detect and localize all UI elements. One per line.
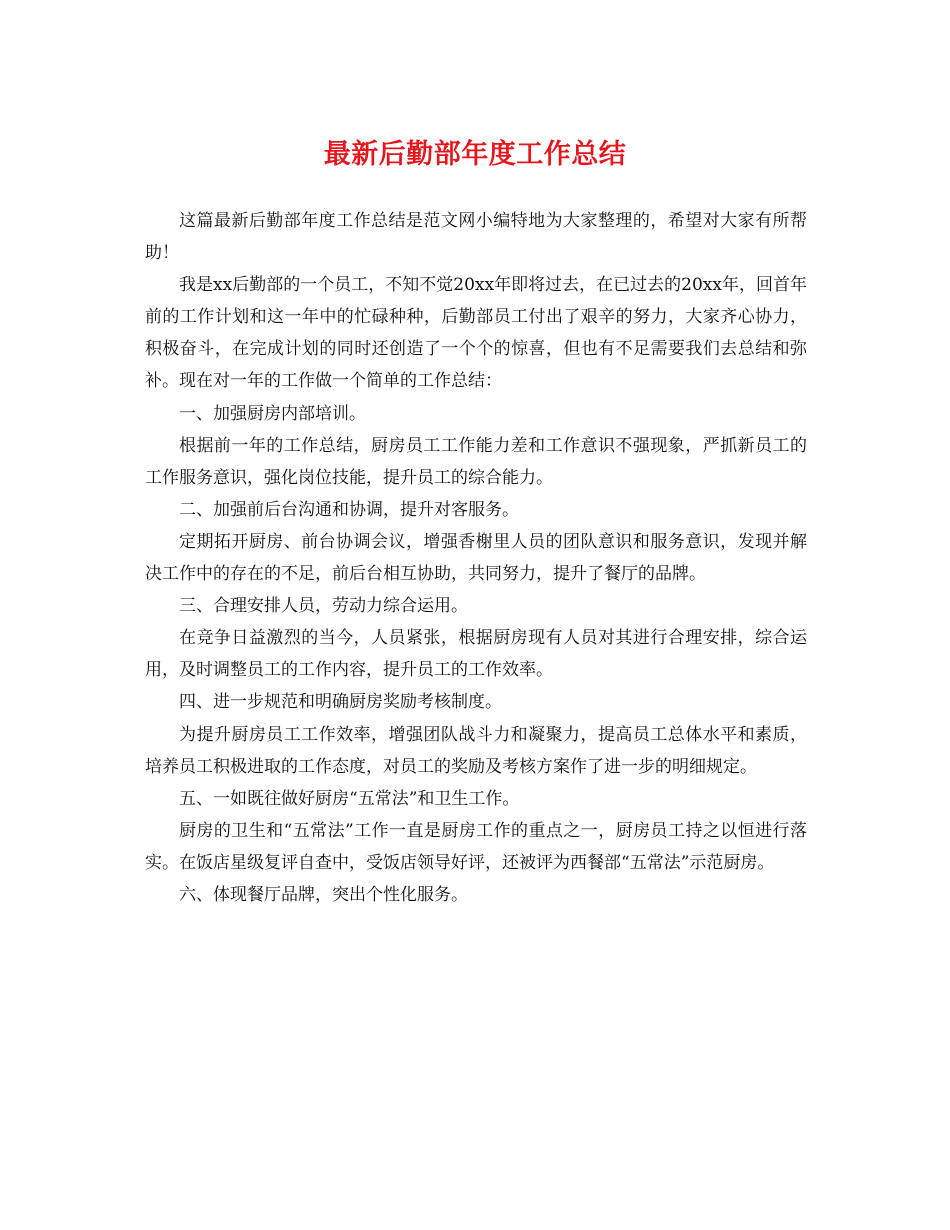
document-body — [145, 205, 807, 911]
section-heading-4: 四、进一步规范和明确厨房奖励考核制度。 — [179, 692, 502, 713]
section-body-5: 厨房的卫生和“五常法”工作一直是厨房工作的重点之一，厨房员工持之以恒进行落实。在饭店星级复评自查中，受饭店领导好评，还被评为西餐部“五常法”示范厨房。 — [145, 820, 807, 873]
section-body-3: 在竞争日益激烈的当今，人员紧张，根据厨房现有人员对其进行合理安排，综合运用，及时调整员工的工作内容，提升员工的工作效率。 — [145, 628, 807, 681]
section-heading-2: 二、加强前后台沟通和协调，提升对客服务。 — [179, 499, 519, 520]
paragraph-intro: 这篇最新后勤部年度工作总结是范文网小编特地为大家整理的，希望对大家有所帮助！ — [145, 211, 807, 264]
section-heading-1: 一、加强厨房内部培训。 — [179, 403, 366, 424]
document-title: 最新后勤部年度工作总结 — [323, 139, 627, 170]
section-body-4: 为提升厨房员工工作效率，增强团队战斗力和凝聚力，提高员工总体水平和素质，培养员工积极进取的工作态度，对员工的奖励及考核方案作了进一步的明细规定。 — [145, 724, 807, 777]
section-heading-5: 五、一如既往做好厨房“五常法”和卫生工作。 — [179, 788, 520, 809]
section-body-2: 定期拓开厨房、前台协调会议，增强香榭里人员的团队意识和服务意识，发现并解决工作中的存在的不足，前后台相互协助，共同努力，提升了餐厅的品牌。 — [145, 531, 807, 585]
section-heading-6: 六、体现餐厅品牌，突出个性化服务。 — [179, 884, 468, 905]
paragraph-overview: 我是xx后勤部的一个员工，不知不觉20xx年即将过去，在已过去的20xx年，回首年前的工作计划和这一年中的忙碌种种，后勤部员工付出了艰辛的努力，大家齐心协力，积极奋斗，在完成计划的同时还创造了一个个的惊喜，但也有不足需要我们去总结和弥补。现在对一年的工作做一个简单的工作总结： — [145, 275, 807, 392]
section-body-1: 根据前一年的工作总结，厨房员工工作能力差和工作意识不强现象，严抓新员工的工作服务意识，强化岗位技能，提升员工的综合能力。 — [145, 435, 807, 488]
section-heading-3: 三、合理安排人员，劳动力综合运用。 — [179, 596, 468, 617]
